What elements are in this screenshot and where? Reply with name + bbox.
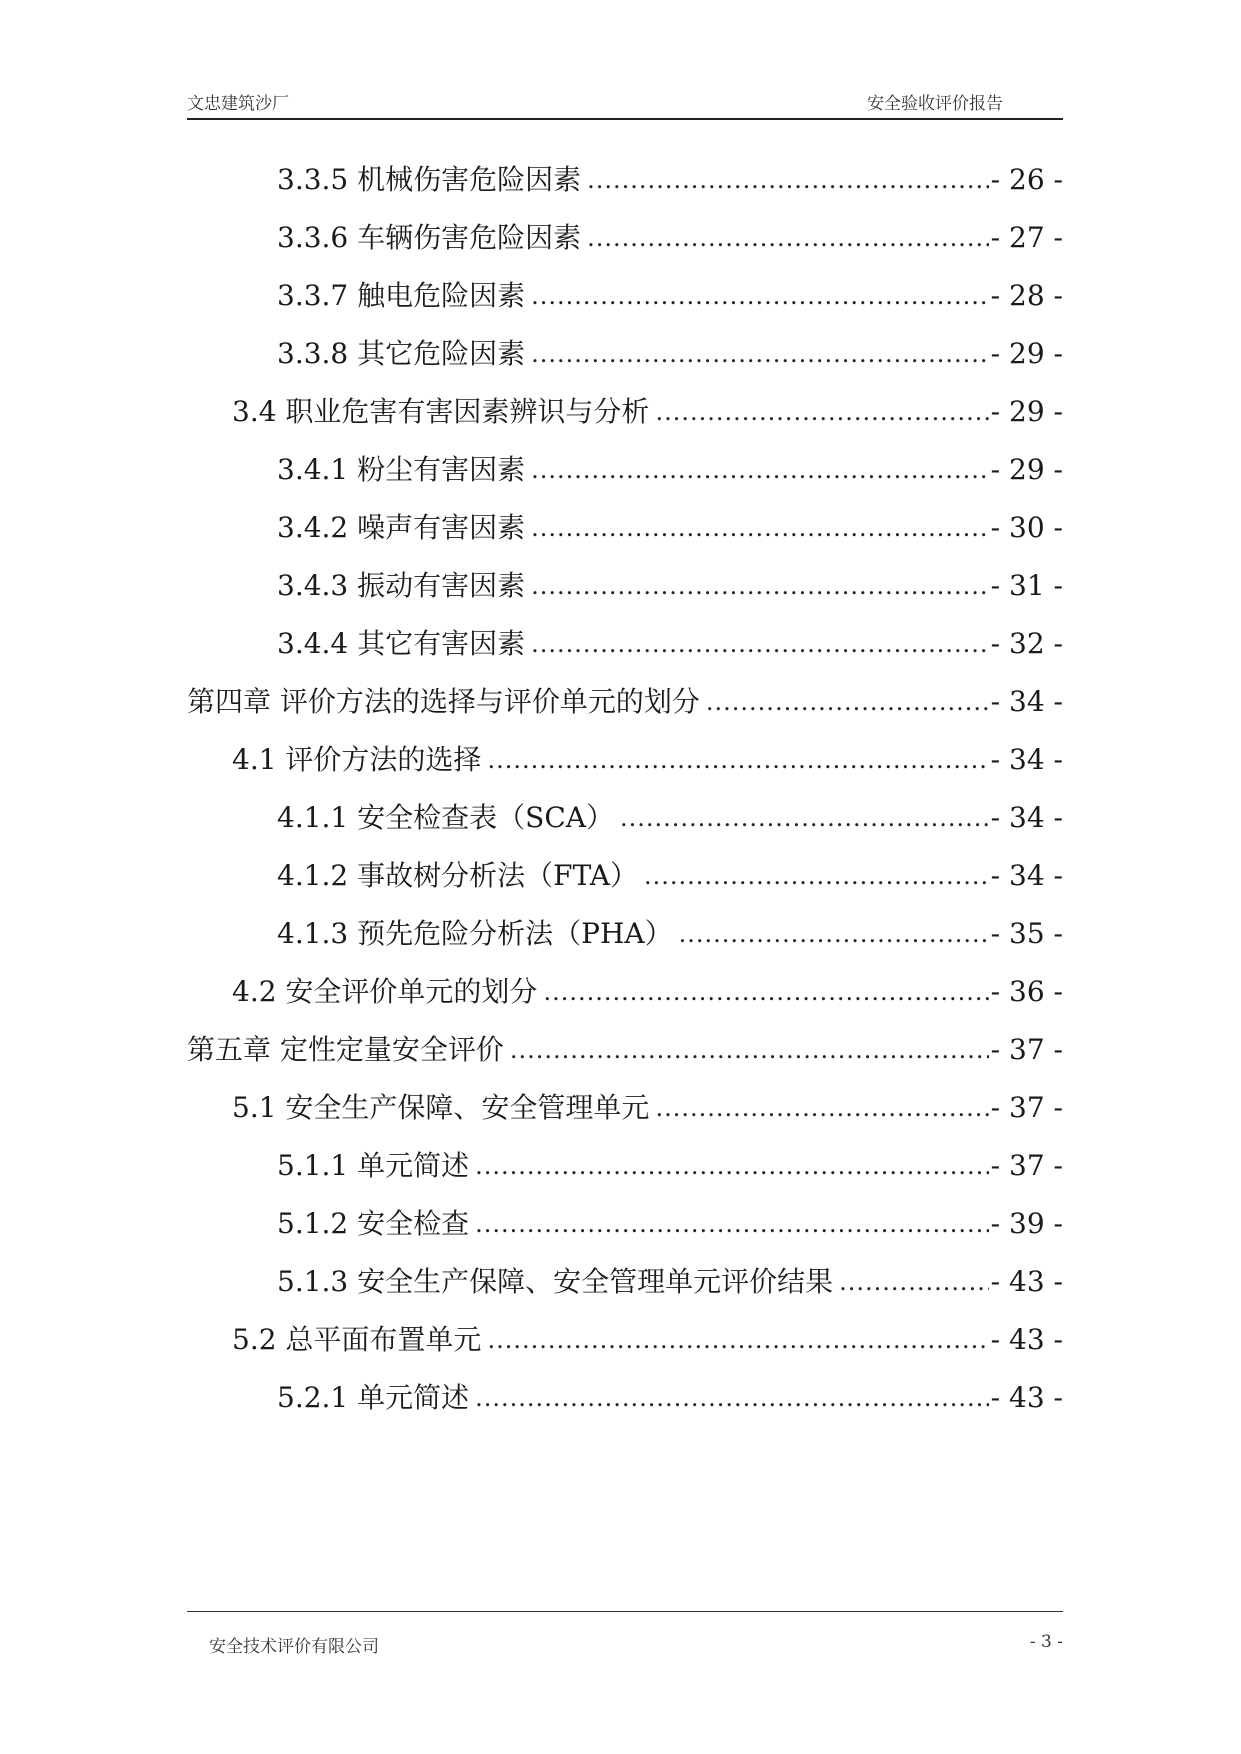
toc-leader-dots	[487, 1320, 988, 1360]
toc-entry-title: 4.2 安全评价单元的划分	[232, 975, 538, 1008]
toc-entry-page: - 35 -	[990, 917, 1063, 950]
toc-entry[interactable]	[232, 740, 1063, 780]
toc-entry-page: - 39 -	[990, 1207, 1063, 1240]
toc-entry[interactable]	[277, 218, 1063, 258]
toc-entry[interactable]	[277, 160, 1063, 200]
toc-entry-title: 4.1.2 事故树分析法（FTA）	[277, 859, 638, 892]
toc-entry-chapter[interactable]	[187, 682, 1063, 722]
toc-leader-dots	[531, 566, 988, 606]
toc-entry[interactable]	[277, 276, 1063, 316]
toc-leader-dots	[655, 1088, 988, 1128]
toc-entry-title: 3.3.8 其它危险因素	[277, 337, 526, 370]
toc-entry-title: 4.1.3 预先危险分析法（PHA）	[277, 917, 673, 950]
toc-entry[interactable]	[277, 566, 1063, 606]
toc-leader-dots	[587, 218, 988, 258]
toc-entry[interactable]	[277, 334, 1063, 374]
toc-entry-page: - 34 -	[990, 801, 1063, 834]
toc-entry[interactable]	[277, 1378, 1063, 1418]
toc-leader-dots	[531, 450, 988, 490]
toc-entry-title: 5.1 安全生产保障、安全管理单元	[232, 1091, 650, 1124]
toc-entry-page: - 34 -	[990, 685, 1063, 718]
toc-entry[interactable]	[277, 1146, 1063, 1186]
toc-entry-title: 3.4.4 其它有害因素	[277, 627, 526, 660]
toc-leader-dots	[706, 682, 989, 722]
toc-leader-dots	[475, 1146, 988, 1186]
toc-entry-page: - 27 -	[990, 221, 1063, 254]
toc-entry[interactable]	[277, 914, 1063, 954]
toc-entry-page: - 37 -	[990, 1091, 1063, 1124]
footer-page-number: - 3 -	[1029, 1632, 1063, 1652]
page-footer	[187, 1611, 1063, 1657]
toc-entry-page: - 29 -	[990, 337, 1063, 370]
toc-entry-title: 3.4.3 振动有害因素	[277, 569, 526, 602]
toc-entry-page: - 43 -	[990, 1381, 1063, 1414]
toc-entry-page: - 37 -	[990, 1149, 1063, 1182]
toc-leader-dots	[487, 740, 988, 780]
footer-company-name: 安全技术评价有限公司	[209, 1637, 379, 1657]
toc-entry[interactable]	[232, 1088, 1063, 1128]
toc-leader-dots	[839, 1262, 988, 1302]
toc-entry-title: 3.4.2 噪声有害因素	[277, 511, 526, 544]
header-report-title: 安全验收评价报告	[867, 94, 1003, 114]
toc-entry-title: 5.1.2 安全检查	[277, 1207, 470, 1240]
toc-leader-dots	[531, 508, 988, 548]
page-header	[187, 84, 1063, 120]
toc-entry[interactable]	[277, 450, 1063, 490]
toc-entry-page: - 26 -	[990, 163, 1063, 196]
toc-leader-dots	[475, 1378, 988, 1418]
toc-leader-dots	[531, 276, 988, 316]
toc-leader-dots	[655, 392, 988, 432]
toc-entry-page: - 43 -	[990, 1265, 1063, 1298]
toc-entry-page: - 36 -	[990, 975, 1063, 1008]
toc-leader-dots	[620, 798, 989, 838]
toc-leader-dots	[475, 1204, 988, 1244]
toc-entry-title: 第四章 评价方法的选择与评价单元的划分	[187, 685, 700, 718]
toc-entry[interactable]	[232, 392, 1063, 432]
toc-entry[interactable]	[277, 1204, 1063, 1244]
toc-entry-page: - 29 -	[990, 453, 1063, 486]
toc-leader-dots	[531, 624, 988, 664]
toc-leader-dots	[587, 160, 988, 200]
toc-entry-page: - 28 -	[990, 279, 1063, 312]
toc-entry-page: - 32 -	[990, 627, 1063, 660]
toc-entry-title: 4.1.1 安全检查表（SCA）	[277, 801, 614, 834]
toc-entry[interactable]	[277, 856, 1063, 896]
toc-entry-title: 5.1.3 安全生产保障、安全管理单元评价结果	[277, 1265, 834, 1298]
toc-entry-title: 4.1 评价方法的选择	[232, 743, 482, 776]
toc-leader-dots	[510, 1030, 989, 1070]
toc-entry[interactable]	[277, 798, 1063, 838]
toc-entry[interactable]	[232, 1320, 1063, 1360]
toc-leader-dots	[543, 972, 988, 1012]
toc-entry-page: - 29 -	[990, 395, 1063, 428]
toc-entry-title: 第五章 定性定量安全评价	[187, 1033, 504, 1066]
toc-entry-title: 3.3.6 车辆伤害危险因素	[277, 221, 582, 254]
toc-entry-page: - 34 -	[990, 743, 1063, 776]
toc-entry-page: - 30 -	[990, 511, 1063, 544]
toc-entry-title: 3.3.5 机械伤害危险因素	[277, 163, 582, 196]
toc-entry[interactable]	[277, 1262, 1063, 1302]
toc-entry-title: 5.1.1 单元简述	[277, 1149, 470, 1182]
toc-entry[interactable]	[277, 624, 1063, 664]
toc-entry-page: - 31 -	[990, 569, 1063, 602]
toc-entry-chapter[interactable]	[187, 1030, 1063, 1070]
header-company-name: 文忠建筑沙厂	[187, 94, 289, 114]
toc-entry[interactable]	[277, 508, 1063, 548]
toc-entry-title: 5.2 总平面布置单元	[232, 1323, 482, 1356]
toc-leader-dots	[644, 856, 989, 896]
toc-entry-page: - 43 -	[990, 1323, 1063, 1356]
toc-leader-dots	[679, 914, 989, 954]
toc-entry-page: - 37 -	[990, 1033, 1063, 1066]
toc-entry-title: 3.4.1 粉尘有害因素	[277, 453, 526, 486]
toc-leader-dots	[531, 334, 988, 374]
toc-entry-title: 5.2.1 单元简述	[277, 1381, 470, 1414]
toc-entry-page: - 34 -	[990, 859, 1063, 892]
toc-entry-title: 3.4 职业危害有害因素辨识与分析	[232, 395, 650, 428]
toc-entry-title: 3.3.7 触电危险因素	[277, 279, 526, 312]
toc-entry[interactable]	[232, 972, 1063, 1012]
